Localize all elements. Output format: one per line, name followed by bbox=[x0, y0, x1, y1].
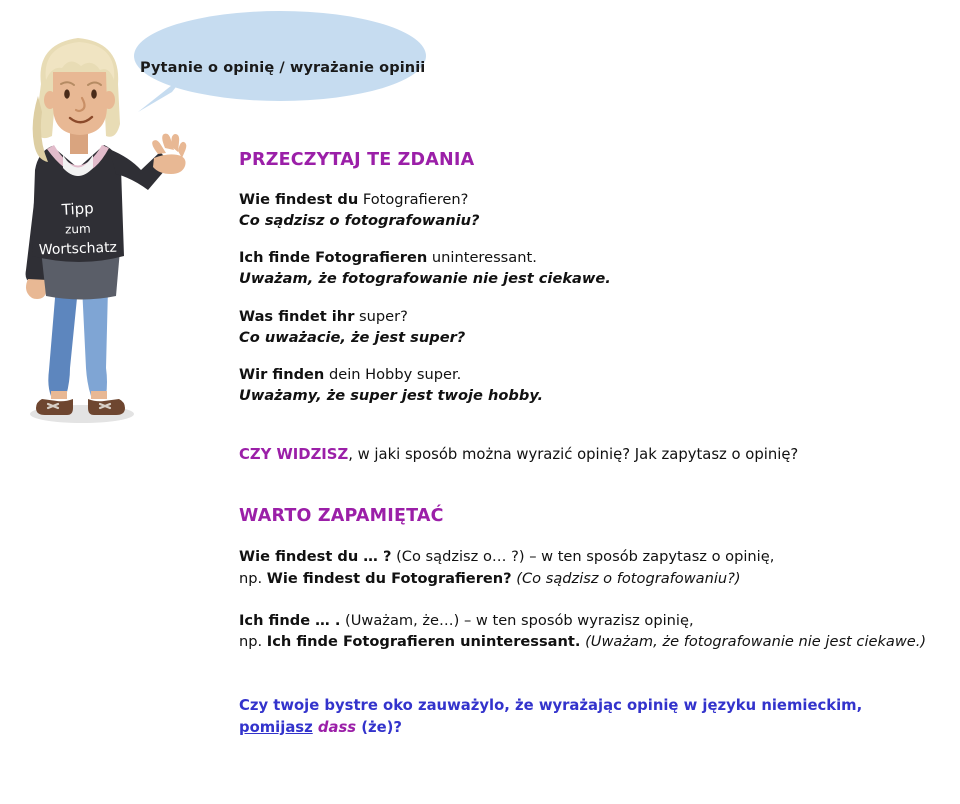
sentence-german-rest: dein Hobby super. bbox=[324, 366, 462, 384]
sentence-pair bbox=[239, 248, 939, 289]
rule-example-bold: Ich finde Fotografieren uninteressant. bbox=[266, 633, 581, 651]
character-left-ankle bbox=[51, 391, 67, 399]
worksheet-content bbox=[239, 150, 939, 754]
closing-question bbox=[239, 695, 939, 739]
sentence-german-bold: Wie findest du bbox=[239, 191, 359, 208]
character-raised-hand bbox=[152, 134, 186, 174]
character-right-leg-jeans bbox=[82, 286, 108, 396]
observation-prompt-lead: CZY WIDZISZ bbox=[239, 445, 349, 463]
character-shirt-text-line3: Wortschatz bbox=[38, 239, 118, 259]
sentence-german-rest: Fotografieren? bbox=[358, 191, 469, 208]
sentence-pair bbox=[239, 190, 939, 231]
character-left-leg-jeans bbox=[48, 286, 78, 396]
rule-pattern: Wie findest du … ? bbox=[239, 548, 392, 566]
sentence-german bbox=[239, 190, 939, 211]
sentence-german-rest: super? bbox=[354, 307, 408, 325]
sentence-pairs-list bbox=[239, 190, 939, 407]
sentence-german-rest: uninteressant. bbox=[427, 249, 537, 267]
sentence-polish: Co sądzisz o fotografowaniu? bbox=[239, 211, 480, 229]
memo-section-heading: WARTO ZAPAMIĘTAĆ bbox=[239, 506, 444, 527]
rule-example-prefix: np. bbox=[239, 633, 267, 651]
observation-prompt bbox=[239, 445, 939, 466]
sentence-polish: Uważamy, że super jest twoje hobby. bbox=[239, 387, 544, 405]
closing-question-part1: Czy twoje bystre oko zauważylo, że wyrażając opinię w języku niemieckim, bbox=[239, 696, 863, 714]
closing-question-highlight: dass bbox=[317, 719, 357, 737]
sentence-polish: Co uważacie, że jest super? bbox=[239, 328, 466, 346]
character-right-ankle bbox=[91, 391, 107, 399]
character-face bbox=[53, 72, 107, 135]
rule-gloss: (Co sądzisz o… ?) – w ten sposób zapytasz o opinię, bbox=[391, 548, 775, 566]
sentence-german bbox=[239, 307, 939, 328]
sentence-german-bold: Ich finde Fotografieren bbox=[239, 249, 428, 267]
sentence-german-bold: Was findet ihr bbox=[239, 307, 355, 325]
sentence-german bbox=[239, 248, 939, 269]
character-shirt-text-line2: zum bbox=[64, 221, 91, 237]
speech-bubble-body bbox=[134, 11, 426, 101]
rule-example-italic: (Uważam, że fotografowanie nie jest ciekawe.) bbox=[580, 633, 927, 651]
rule-item bbox=[239, 610, 939, 653]
sentence-pair bbox=[239, 307, 939, 348]
sentence-polish: Uważam, że fotografowanie nie jest ciekawe. bbox=[239, 270, 611, 288]
closing-question-underlined: pomijasz bbox=[239, 719, 313, 737]
closing-question-part2: (że)? bbox=[356, 719, 403, 737]
sentence-german bbox=[239, 365, 939, 386]
sentence-pair bbox=[239, 365, 939, 406]
rule-example-italic: (Co sądzisz o fotografowaniu?) bbox=[511, 570, 741, 588]
rule-item bbox=[239, 546, 939, 589]
sentence-german-bold: Wir finden bbox=[239, 366, 325, 384]
character-right-eye bbox=[91, 89, 97, 98]
character-shirt-text-line1: Tipp bbox=[61, 199, 95, 219]
rule-example-bold: Wie findest du Fotografieren? bbox=[266, 570, 512, 588]
rule-gloss: (Uważam, że…) – w ten sposób wyrazisz opinię, bbox=[340, 611, 694, 629]
speech-bubble-text: Pytanie o opinię / wyrażanie opinii bbox=[140, 60, 426, 76]
rule-example-prefix: np. bbox=[239, 570, 267, 588]
observation-prompt-rest: , w jaki sposób można wyrazić opinię? Jak zapytasz o opinię? bbox=[348, 445, 799, 463]
character-left-eye bbox=[64, 89, 70, 98]
read-section-heading: PRZECZYTAJ TE ZDANIA bbox=[239, 150, 475, 170]
rule-pattern: Ich finde … . bbox=[239, 611, 341, 629]
